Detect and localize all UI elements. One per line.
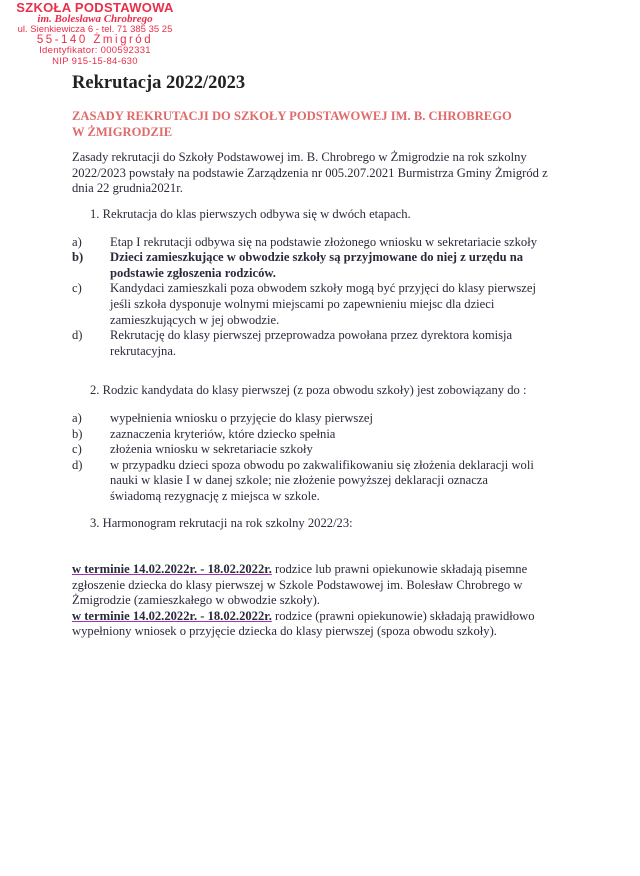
item-text: Etap I rekrutacji odbywa się na podstawie złożonego wniosku w sekretariacie szkoły: [110, 234, 537, 249]
section2-title: 2. Rodzic kandydata do klasy pierwszej (z poza obwodu szkoły) jest zobowiązany do :: [90, 383, 527, 398]
item-text: Rekrutację do klasy pierwszej przeprowadza powołana przez dyrektora komisja rekrutacyjna.: [110, 328, 513, 358]
schedule-text: rodzice (prawni opiekunowie) składają prawidłowo wypełniony wniosek o przyjęcie dziecka do klasy pierwszej (spoza obwodu szkoły).: [72, 608, 535, 639]
item-text: Kandydaci zamieszkali poza obwodem szkoły mogą być przyjęci do klasy pierwszej jeśli szkoła dysponuje wolnymi miejscami po zapewnieniu miejsc dla dzieci zamieszkujących w jej obwodzie.: [110, 281, 536, 327]
item-key: d): [72, 457, 83, 472]
list-item: [72, 250, 542, 281]
heading-line: ZASADY REKRUTACJI DO SZKOŁY PODSTAWOWEJ IM. B. CHROBREGO: [72, 109, 512, 123]
item-key: c): [72, 281, 82, 296]
item-key: a): [72, 234, 82, 249]
item-text: zaznaczenia kryteriów, które dziecko spełnia: [110, 426, 336, 441]
list-item: [72, 328, 542, 359]
heading-line: W ŻMIGRODZIE: [72, 124, 173, 139]
schedule-date: w terminie 14.02.2022r. - 18.02.2022r.: [72, 562, 272, 577]
item-key: b): [72, 250, 84, 265]
schedule: [72, 562, 542, 640]
section1-list: [72, 235, 542, 360]
item-key: b): [72, 426, 83, 441]
section3-title: 3. Harmonogram rekrutacji na rok szkolny 2022/23:: [90, 516, 353, 531]
list-item: [72, 411, 542, 427]
list-item: [72, 427, 542, 443]
document-body: [72, 72, 562, 640]
item-text: wypełnienia wniosku o przyjęcie do klasy pierwszej: [110, 410, 373, 425]
intro-paragraph: Zasady rekrutacji do Szkoły Podstawowej im. B. Chrobrego w Żmigrodzie na rok szkolny 2022/2023 powstały na podstawie Zarządzenia nr 005.207.2021 Burmistrza Gminy Żmigród z dnia 22 grudnia2021r.: [72, 150, 548, 196]
stamp-line: ul. Sienkiewicza 6 - tel. 71 385 35 25: [17, 23, 173, 35]
schedule-entry: [72, 609, 542, 640]
schedule-entry: [72, 562, 542, 609]
stamp-line: SZKOŁA PODSTAWOWA: [16, 0, 174, 15]
item-key: c): [72, 442, 82, 457]
school-stamp: [0, 0, 190, 68]
schedule-date: w terminie 14.02.2022r. - 18.02.2022r.: [72, 608, 272, 623]
section2-list: [72, 411, 542, 505]
stamp-line: Identyfikator: 000592331: [39, 45, 151, 57]
stamp-line: im. Bolesława Chrobrego: [37, 12, 153, 25]
item-text: złożenia wniosku w sekretariacie szkoły: [110, 442, 313, 457]
stamp-line: 55-140 Żmigród: [36, 34, 154, 47]
stamp-line: NIP 915-15-84-630: [52, 55, 138, 67]
list-item: [72, 442, 542, 458]
schedule-text: rodzice lub prawni opiekunowie składają pisemne zgłoszenie dziecka do klasy pierwszej w Szkole Podstawowej im. Bolesław Chrobrego w Żmigrodzie (zamieszkałego w obwodzie szkoły).: [72, 562, 528, 608]
item-text: w przypadku dzieci spoza obwodu po zakwalifikowaniu się złożenia deklaracji woli nauki w klasie I w danej szkole; nie złożenie powyższej deklaracji oznacza świadomą rezygnację z miejsca w szkole.: [110, 457, 534, 503]
item-key: a): [72, 410, 82, 425]
section-heading: [72, 109, 532, 140]
list-item: [72, 281, 542, 328]
page-title: Rekrutacja 2022/2023: [72, 73, 246, 93]
section1-title: 1. Rekrutacja do klas pierwszych odbywa się w dwóch etapach.: [90, 206, 411, 221]
item-key: d): [72, 328, 83, 343]
item-text: Dzieci zamieszkujące w obwodzie szkoły są przyjmowane do niej z urzędu na podstawie zgłoszenia rodziców.: [110, 250, 524, 280]
list-item: [72, 235, 542, 251]
list-item: [72, 458, 542, 505]
